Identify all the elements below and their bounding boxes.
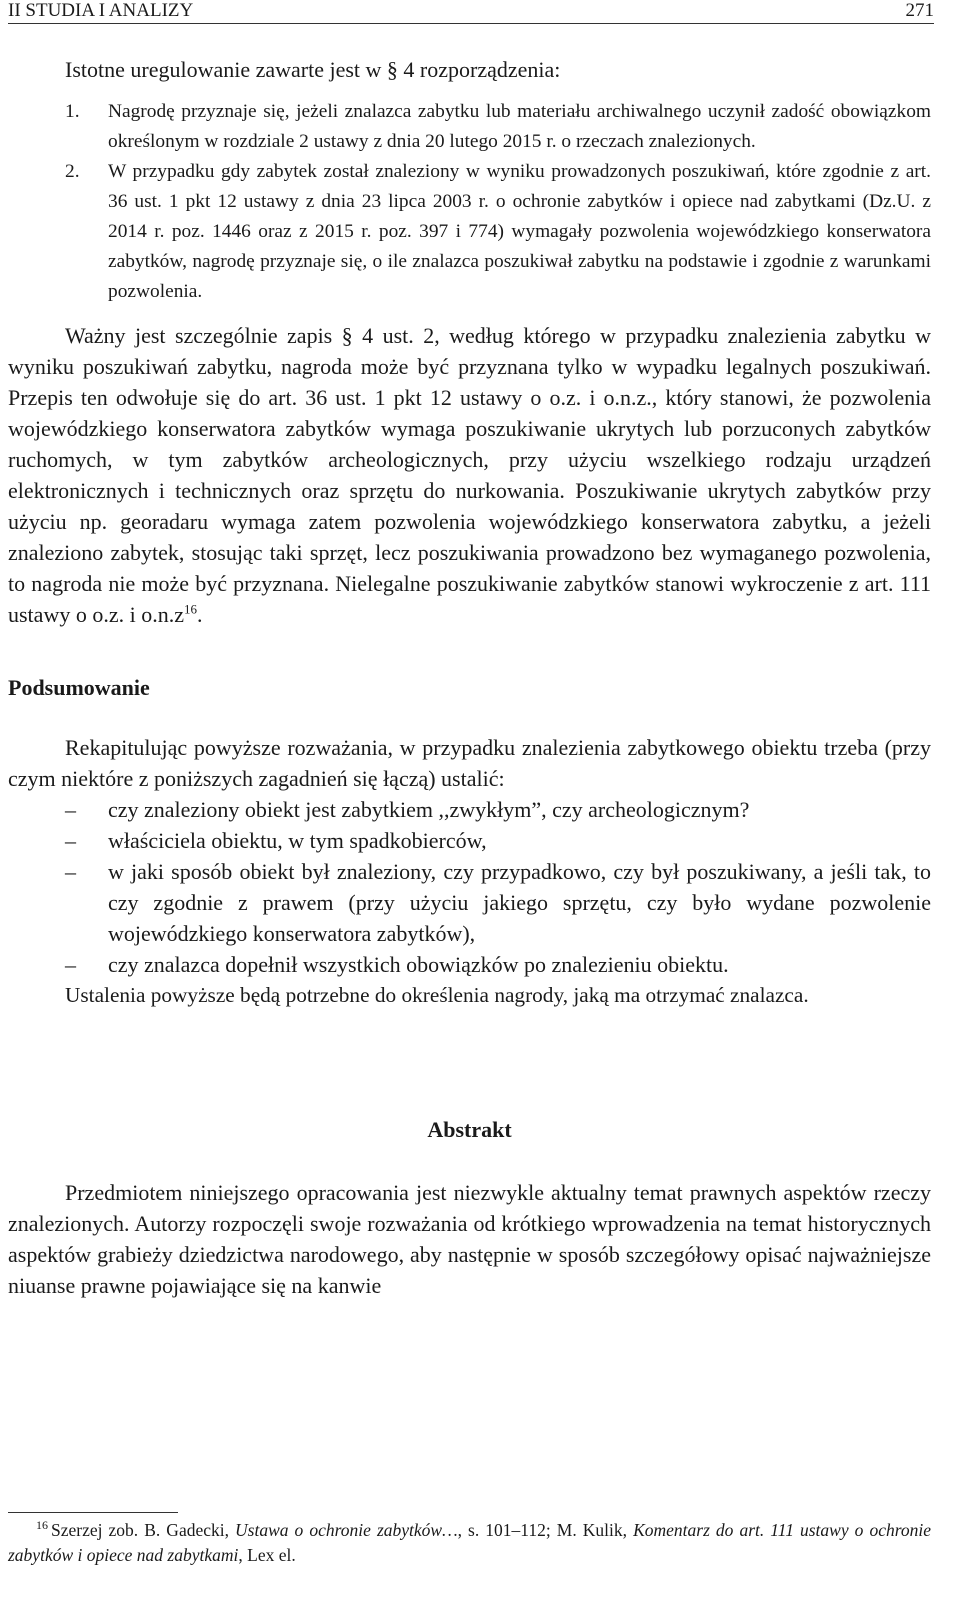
footnote-text-3: , Lex el. — [238, 1545, 296, 1565]
section-title: II STUDIA I ANALIZY — [8, 0, 194, 21]
abstract-text: Przedmiotem niniejszego opracowania jest niezwykle aktualny temat prawnych aspektów rzeczy znalezionych. Autorzy rozpoczęli swoje rozważania od krótkiego wprowadzenia na temat historycznych aspektów grabieży dziedzictwa narodowego, aby następnie w sposób szczegółowy opisać najważniejsze niuanse prawne pojawiające się na kanwie — [8, 1180, 931, 1298]
list-dash: – — [65, 797, 76, 822]
footnote-text-1: Szerzej zob. B. Gadecki, — [51, 1520, 236, 1540]
list-dash: – — [65, 828, 76, 853]
footnote-reference: 16 — [183, 601, 197, 617]
footnote-number: 16 — [36, 1518, 48, 1533]
quote-item-text: Nagrodę przyznaje się, jeżeli znalazca zabytku lub materiału archiwalnego uczynił zadość obowiązkom określonym w rozdziale 2 ustawy z dnia 20 lutego 2015 r. o rzeczach znalezionych. — [108, 101, 931, 152]
summary-intro: Rekapitulując powyższe rozważania, w przypadku znalezienia zabytkowego obiektu trzeba (przy czym niektóre z poniższych zagadnień się łączą) ustalić: — [8, 735, 931, 791]
list-item-text: w jaki sposób obiekt był znaleziony, czy przypadkowo, czy był poszukiwany, a jeśli tak, to czy zgodnie z prawem (przy użyciu jakiego sprzętu, czy było wydane pozwolenie wojewódzkiego konserwatora zabytków), — [108, 859, 931, 946]
list-item — [8, 856, 931, 949]
quote-item — [8, 97, 931, 157]
main-paragraph-text: Ważny jest szczególnie zapis § 4 ust. 2, według którego w przypadku znalezienia zabytku w wyniku poszukiwań zabytku, nagroda może być przyznana tylko w wypadku legalnych poszukiwań. Przepis ten odwołuje się do art. 36 ust. 1 pkt 12 ustawy o o.z. i o.n.z., który stanowi, że pozwolenia wojewódzkiego konserwatora zabytków wymaga poszukiwanie ukrytych lub porzuconych zabytków ruchomych, w tym zabytków archeologicznych, przy użyciu wszelkiego rodzaju urządzeń elektronicznych i technicznych oraz sprzętu do nurkowania. Poszukiwanie ukrytych zabytków przy użyciu np. georadaru wymaga zatem pozwolenia wojewódzkiego konserwatora zabytku, a jeżeli znaleziono zabytek, stosując taki sprzęt, lecz poszukiwania prowadzono bez wymaganego pozwolenia, to nagroda nie może być przyznana. Nielegalne poszukiwanie zabytków stanowi wykroczenie z art. 111 ustawy o o.z. i o.n.z — [8, 323, 931, 627]
list-item — [8, 825, 931, 856]
list-item-text: czy znaleziony obiekt jest zabytkiem ,,zwykłym”, czy archeologicznym? — [108, 797, 750, 822]
list-item — [8, 794, 931, 825]
footnote-title-2: Komentarz do art. 111 ustawy o ochronie zabytków i opiece nad zabytkami — [8, 1520, 931, 1565]
footnote-separator — [8, 1512, 178, 1513]
list-item-text: właściciela obiektu, w tym spadkobierców, — [108, 828, 487, 853]
quote-item-text: W przypadku gdy zabytek został znaleziony w wyniku prowadzonych poszukiwań, które zgodnie z art. 36 ust. 1 pkt 12 ustawy z dnia 23 lipca 2003 r. o ochronie zabytków i opiece nad zabytkami (Dz.U. z 2014 r. poz. 1446 oraz z 2015 r. poz. 397 i 774) wymagały pozwolenia wojewódzkiego konserwatora zabytków, nagrodę przyznaje się, o ile znalazca poszukiwał zabytku na podstawie i zgodnie z warunkami pozwolenia. — [108, 161, 931, 302]
list-item — [8, 949, 931, 980]
quote-item — [8, 157, 931, 307]
footnote — [8, 1518, 931, 1568]
summary-list — [8, 794, 931, 980]
summary-closing: Ustalenia powyższe będą potrzebne do określenia nagrody, jaką ma otrzymać znalazca. — [65, 983, 809, 1007]
running-header — [8, 0, 934, 24]
main-paragraph-end: . — [196, 602, 203, 627]
list-dash: – — [65, 952, 76, 977]
quote-intro: Istotne uregulowanie zawarte jest w § 4 rozporządzenia: — [65, 57, 561, 82]
quote-item-number: 2. — [65, 161, 80, 182]
list-dash: – — [65, 859, 76, 884]
list-item-text: czy znalazca dopełnił wszystkich obowiązków po znalezieniu obiektu. — [108, 952, 729, 977]
quoted-regulation — [8, 97, 931, 307]
abstract-heading: Abstrakt — [427, 1117, 512, 1142]
page-number: 271 — [905, 0, 934, 21]
footnote-title-1: Ustawa o ochronie zabytków… — [235, 1520, 458, 1540]
summary-heading: Podsumowanie — [8, 675, 150, 700]
footnote-text-2: , s. 101–112; M. Kulik, — [457, 1520, 634, 1540]
main-paragraph — [8, 320, 931, 630]
page-body — [8, 54, 931, 1301]
quote-item-number: 1. — [65, 101, 80, 122]
